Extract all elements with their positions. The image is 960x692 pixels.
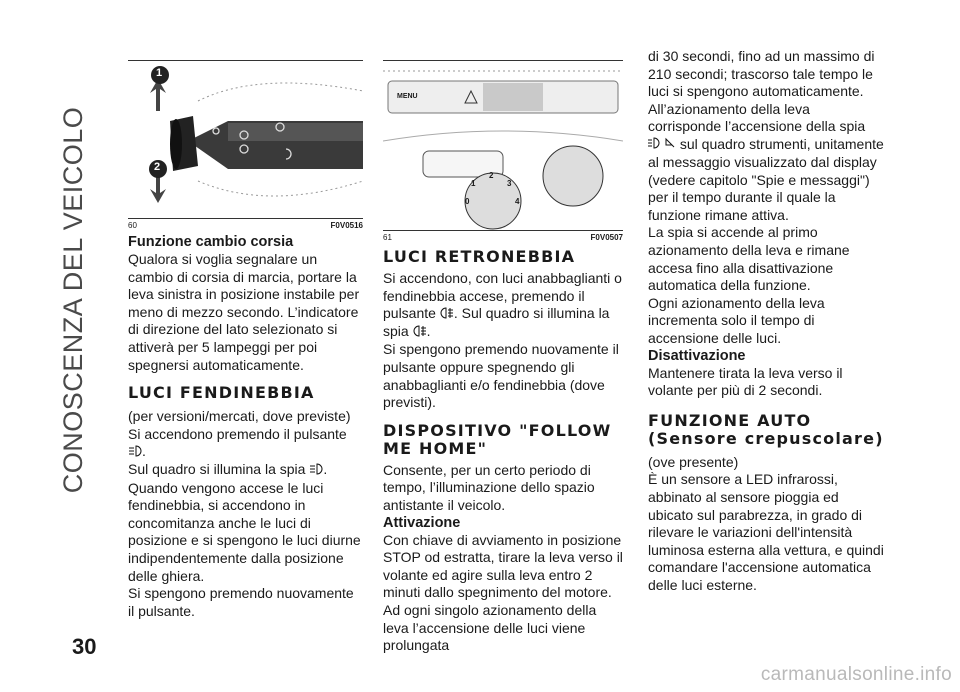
figure-61-dashboard bbox=[383, 60, 623, 242]
paragraph: Si accendono, con luci anabbaglianti o fendinebbia accese, premendo il pulsante . Sul quadro si illumina la spia . bbox=[383, 270, 623, 341]
menu-label: MENU bbox=[397, 93, 418, 100]
heading-auto-function: FUNZIONE AUTO (Sensore crepuscolare) bbox=[648, 410, 884, 448]
column-1 bbox=[128, 234, 363, 620]
marker-2: 2 bbox=[154, 161, 161, 173]
figure-60-lever bbox=[128, 60, 363, 230]
figure-caption bbox=[383, 230, 623, 243]
column-2 bbox=[383, 248, 623, 655]
paragraph: Si accendono premendo il pulsante . Sul quadro si illumina la spia . bbox=[128, 426, 363, 480]
section-title: CONOSCENZA DEL VEICOLO bbox=[58, 106, 88, 494]
dial-label-2: 2 bbox=[489, 171, 494, 180]
dashboard-illustration bbox=[383, 61, 623, 231]
subtitle-activation: Attivazione bbox=[383, 514, 461, 531]
rear-fog-icon bbox=[440, 306, 454, 324]
paragraph: (per versioni/mercati, dove previste) bbox=[128, 408, 351, 425]
subtitle-deactivation: Disattivazione bbox=[648, 347, 746, 364]
heading-rear-fog: LUCI RETRONEBBIA bbox=[383, 247, 576, 266]
paragraph: Mantenere tirata la leva verso il volante per più di 2 secondi. bbox=[648, 364, 843, 399]
paragraph: All’azionamento della leva corrisponde l’accensione della spia sul quadro strumenti, unitamente al messaggio visualizzato dal display (vedere capitolo "Spie e messaggi") per il tempo durante il quale la funzione rimane attiva. bbox=[648, 100, 884, 223]
subtitle-lane-change: Funzione cambio corsia bbox=[128, 234, 294, 250]
paragraph: Si spengono premendo nuovamente il pulsante oppure spegnendo gli anabbaglianti e/o fendinebbia (dove previsti). bbox=[383, 341, 619, 411]
follow-me-home-icon bbox=[648, 136, 676, 154]
paragraph: La spia si accende al primo azionamento della leva e rimane accesa fino alla disattivazione automatica della funzione. bbox=[648, 224, 850, 294]
paragraph: di 30 secondi, fino ad un massimo di 210 secondi; trascorso tale tempo le luci si spengono automaticamente. bbox=[648, 48, 875, 100]
fog-light-icon bbox=[128, 444, 142, 462]
figure-number: 60 bbox=[128, 221, 137, 230]
figure-code: F0V0516 bbox=[330, 221, 363, 230]
heading-follow-me-home: DISPOSITIVO "FOLLOW ME HOME" bbox=[383, 420, 612, 458]
paragraph: (ove presente) bbox=[648, 453, 739, 470]
dial-label-1: 1 bbox=[471, 179, 476, 188]
lever-illustration bbox=[128, 61, 363, 219]
fog-light-icon bbox=[309, 462, 323, 480]
dial-label-0: 0 bbox=[465, 197, 470, 206]
column-3 bbox=[648, 48, 884, 595]
rear-fog-icon bbox=[413, 324, 427, 342]
watermark: carmanualsonline.info bbox=[760, 664, 952, 685]
figure-number: 61 bbox=[383, 233, 392, 242]
paragraph: Ad ogni singolo azionamento della leva l’accensione delle luci viene prolungata bbox=[383, 601, 597, 654]
heading-fog-lights: LUCI FENDINEBBIA bbox=[128, 383, 315, 403]
paragraph: Si spengono premendo nuovamente il pulsante. bbox=[128, 585, 354, 619]
paragraph: Consente, per un certo periodo di tempo, l’illuminazione dello spazio antistante il veicolo. bbox=[383, 461, 595, 513]
page-number: 30 bbox=[72, 634, 97, 659]
figure-caption bbox=[128, 218, 363, 231]
figure-code: F0V0507 bbox=[590, 233, 623, 242]
marker-1: 1 bbox=[156, 67, 163, 79]
paragraph: Quando vengono accese le luci fendinebbia, si accendono in concomitanza anche le luci di posizione e si spengono le luci diurne indipendentemente dalla posizione delle ghiera. bbox=[128, 479, 361, 584]
paragraph: Qualora si voglia segnalare un cambio di corsia di marcia, portare la leva sinistra in posizione instabile per meno di mezzo secondo. L’indicatore di direzione del lato selezionato si attiverà per 5 lampeggi per poi spegnersi automaticamente. bbox=[128, 251, 360, 373]
dial-label-3: 3 bbox=[507, 179, 512, 188]
paragraph: È un sensore a LED infrarossi, abbinato al sensore pioggia ed ubicato sul parabrezza, in grado di rilevare le variazioni dell'intensità luminosa esterna alla vettura, e quindi comandare l'accensione automatica delle luci esterne. bbox=[648, 471, 884, 593]
paragraph: Ogni azionamento della leva incrementa solo il tempo di accensione delle luci. bbox=[648, 294, 825, 346]
paragraph: Con chiave di avviamento in posizione STOP od estratta, tirare la leva verso il volante ed agire sulla leva entro 2 minuti dallo spegnimento del motore. bbox=[383, 531, 623, 601]
dial-label-4: 4 bbox=[515, 197, 520, 206]
